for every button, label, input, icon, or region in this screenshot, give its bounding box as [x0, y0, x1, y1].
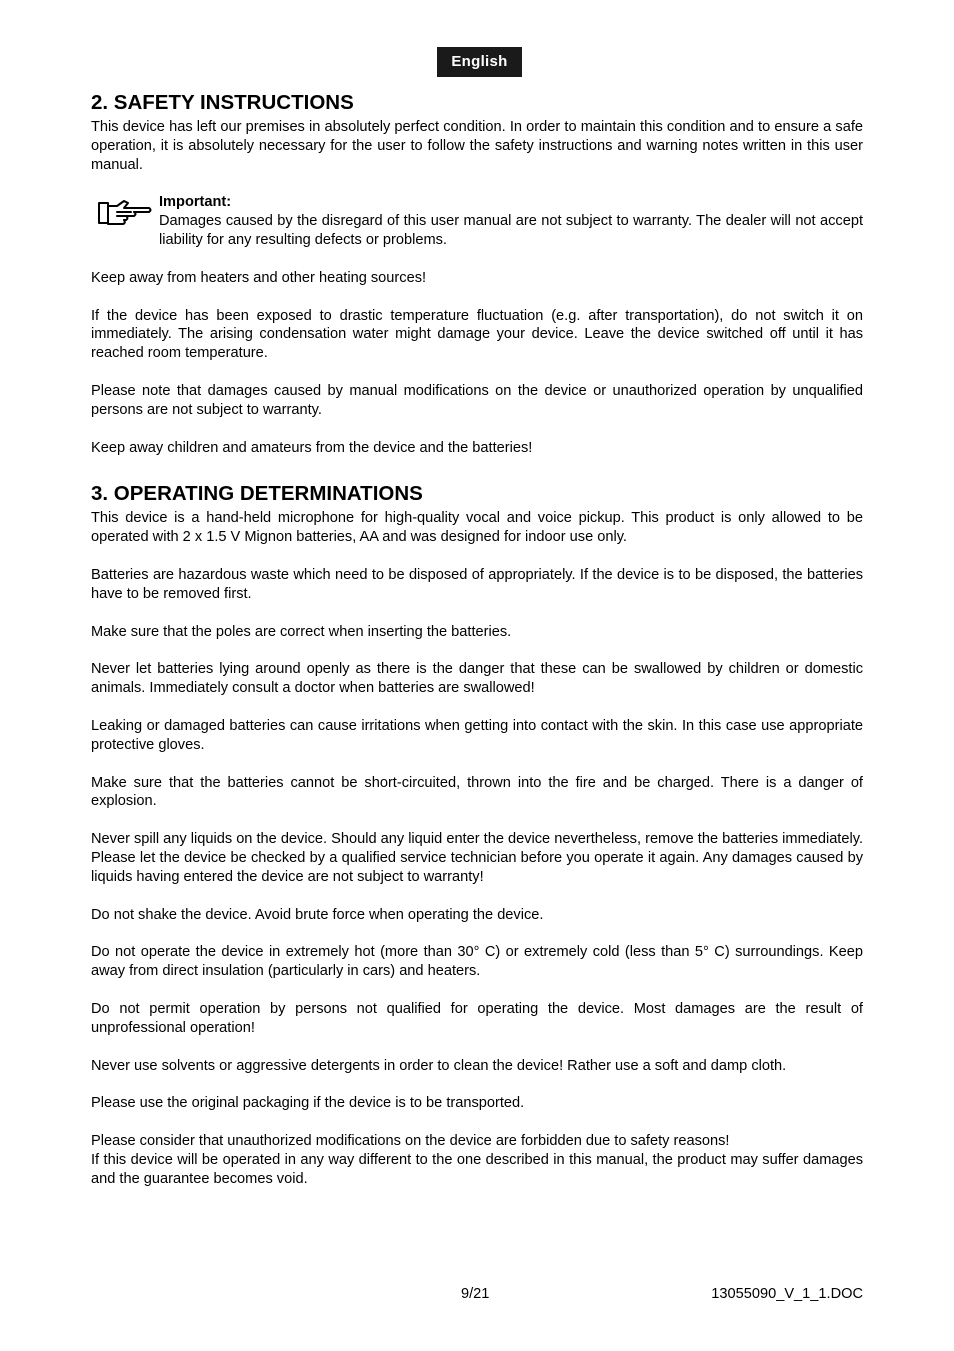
operating-final-line: Please consider that unauthorized modifications on the device are forbidden due to safety reasons! — [91, 1133, 730, 1150]
document-body — [91, 88, 863, 1188]
safety-paragraph: Please note that damages caused by manual modifications on the device or unauthorized operation by unqualified persons are not subject to warranty. — [91, 382, 863, 418]
important-body: Damages caused by the disregard of this user manual are not subject to warranty. The dealer will not accept liability for any resulting defects or problems. — [159, 213, 863, 248]
safety-paragraph: Keep away from heaters and other heating sources! — [91, 269, 427, 286]
operating-paragraph: Do not operate the device in extremely hot (more than 30° C) or extremely cold (less than 5° C) surroundings. Keep away from direct insulation (particularly in cars) and heaters. — [91, 944, 863, 980]
important-text-block — [159, 193, 863, 249]
operating-paragraph: Make sure that the poles are correct when inserting the batteries. — [91, 623, 512, 640]
safety-intro: This device has left our premises in absolutely perfect condition. In order to maintain this condition and to ensure a safe operation, it is absolutely necessary for the user to follow the safety instructions and warning notes written in this user manual. — [91, 119, 863, 173]
language-badge: English — [437, 47, 522, 77]
document-id: 13055090_V_1_1.DOC — [711, 1286, 863, 1302]
safety-paragraph: Keep away children and amateurs from the device and the batteries! — [91, 439, 533, 456]
operating-paragraph: Make sure that the batteries cannot be short-circuited, thrown into the fire and be charged. There is a danger of explosion. — [91, 774, 863, 810]
operating-paragraph: Do not shake the device. Avoid brute force when operating the device. — [91, 906, 544, 923]
section-title-operating: 3. OPERATING DETERMINATIONS — [91, 482, 423, 506]
operating-paragraph: Do not permit operation by persons not qualified for operating the device. Most damages are the result of unprofessional operation! — [91, 1000, 863, 1036]
operating-final-paragraph: If this device will be operated in any way different to the one described in this manual, the product may suffer damages and the guarantee becomes void. — [91, 1151, 863, 1187]
operating-paragraph: Never let batteries lying around openly as there is the danger that these can be swallowed by children or domestic animals. Immediately consult a doctor when batteries are swallowed! — [91, 661, 863, 697]
page-number: 9/21 — [461, 1286, 490, 1302]
operating-paragraph: Leaking or damaged batteries can cause irritations when getting into contact with the skin. In this case use appropriate protective gloves. — [91, 717, 863, 753]
important-heading: Important: — [159, 194, 232, 211]
section-title-safety: 2. SAFETY INSTRUCTIONS — [91, 91, 354, 114]
operating-paragraph: Never use solvents or aggressive detergents in order to clean the device! Rather use a soft and damp cloth. — [91, 1057, 787, 1074]
pointing-hand-icon — [97, 197, 153, 227]
safety-paragraph: If the device has been exposed to drastic temperature fluctuation (e.g. after transportation), do not switch it on immediately. The arising condensation water might damage your device. Leave the device switched off until it has reached room temperature. — [91, 307, 863, 362]
operating-paragraph: Batteries are hazardous waste which need to be disposed of appropriately. If the device is to be disposed, the batteries have to be removed first. — [91, 566, 863, 602]
operating-paragraph: Never spill any liquids on the device. Should any liquid enter the device nevertheless, remove the batteries immediately. Please let the device be checked by a qualified service technician before you operate it again. Any damages caused by liquids having entered the device are not subject to warranty! — [91, 831, 863, 885]
important-note — [91, 193, 863, 249]
operating-paragraph: This device is a hand-held microphone for high-quality vocal and voice pickup. This product is only allowed to be operated with 2 x 1.5 V Mignon batteries, AA and was designed for indoor use only. — [91, 510, 863, 546]
operating-paragraph: Please use the original packaging if the device is to be transported. — [91, 1095, 525, 1112]
